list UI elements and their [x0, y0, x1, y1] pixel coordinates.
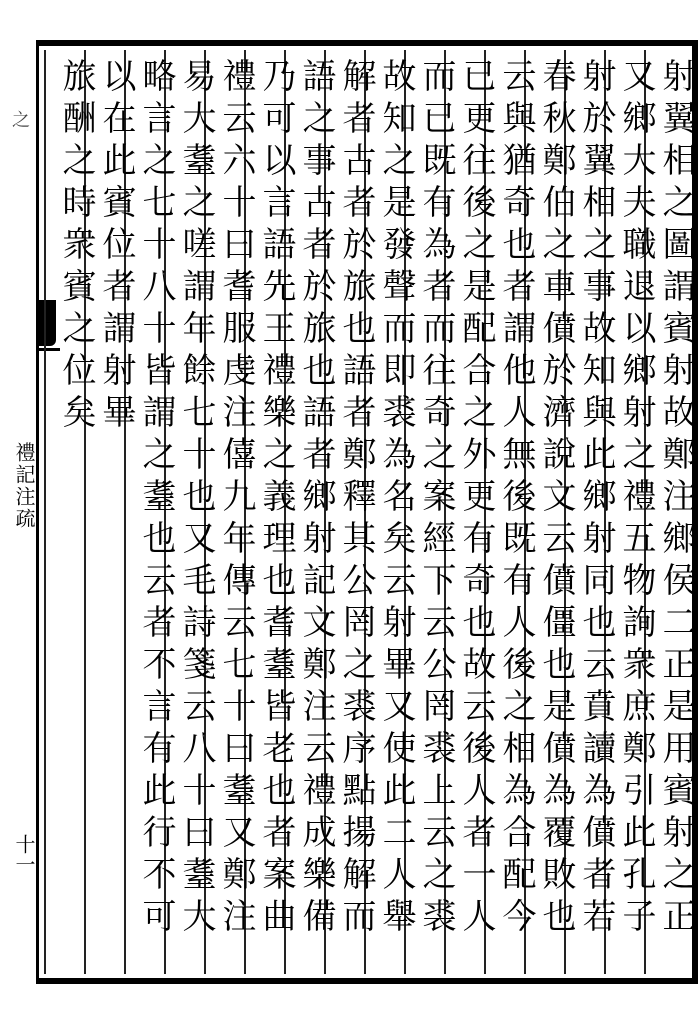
margin-mark: 之 [9, 110, 30, 128]
frame-bottom-border [36, 978, 698, 984]
book-title: 禮記注疏 [12, 442, 36, 530]
column-text: 射於翼相之事故知與此鄉射同也云賁讀為僨者若 [576, 58, 616, 940]
frame-top-border [36, 40, 698, 46]
column-text: 解者古者於旅也語者鄭釋其公罔之裘序點揚解而 [336, 58, 376, 940]
column-text: 射翼相之圖謂賓射故鄭注鄉侯二正是用賓射之正 [656, 58, 696, 940]
column-text: 禮云六十曰耆服虔注僖九年傳云七十曰耋又鄭注 [216, 58, 256, 940]
text-columns [44, 50, 696, 974]
page-number: 十一 [12, 834, 36, 874]
page-margin [0, 40, 36, 984]
column-text: 易大耋之嗟謂年餘七十也又毛詩箋云八十曰耋大 [176, 58, 216, 940]
text-column [44, 50, 96, 974]
column-text: 又鄉大夫職退以鄉射之禮五物詢衆庶鄭引此孔子 [616, 58, 656, 940]
column-text: 已更往後之是配合之外更有奇也故云後人者一人 [456, 58, 496, 940]
column-text: 乃可以言語先王禮樂之義理也耆耋皆老也者案曲 [256, 58, 296, 940]
column-text: 以在此賓位者謂射畢 [96, 58, 136, 436]
frame-left-border [36, 40, 39, 984]
column-text: 語之事古者於旅也語者鄉射記文鄭注云禮成樂備 [296, 58, 336, 940]
column-text: 略言之七十八十皆謂之耋也云者不言有此行不可 [136, 58, 176, 940]
column-text: 故知之是發聲而即裘為名矣云射畢又使此二人舉 [376, 58, 416, 940]
column-text: 春秋鄭伯之車僨於濟說文云僨僵也是僨為覆敗也 [536, 58, 576, 940]
column-text: 而已既有為者而往奇之案經下云公罔裘上云之裘 [416, 58, 456, 940]
column-text: 云與猶奇也者謂他人無後既有人後之相為合配今 [496, 58, 536, 940]
column-text: 旅酬之時衆賓之位矣 [56, 58, 96, 436]
